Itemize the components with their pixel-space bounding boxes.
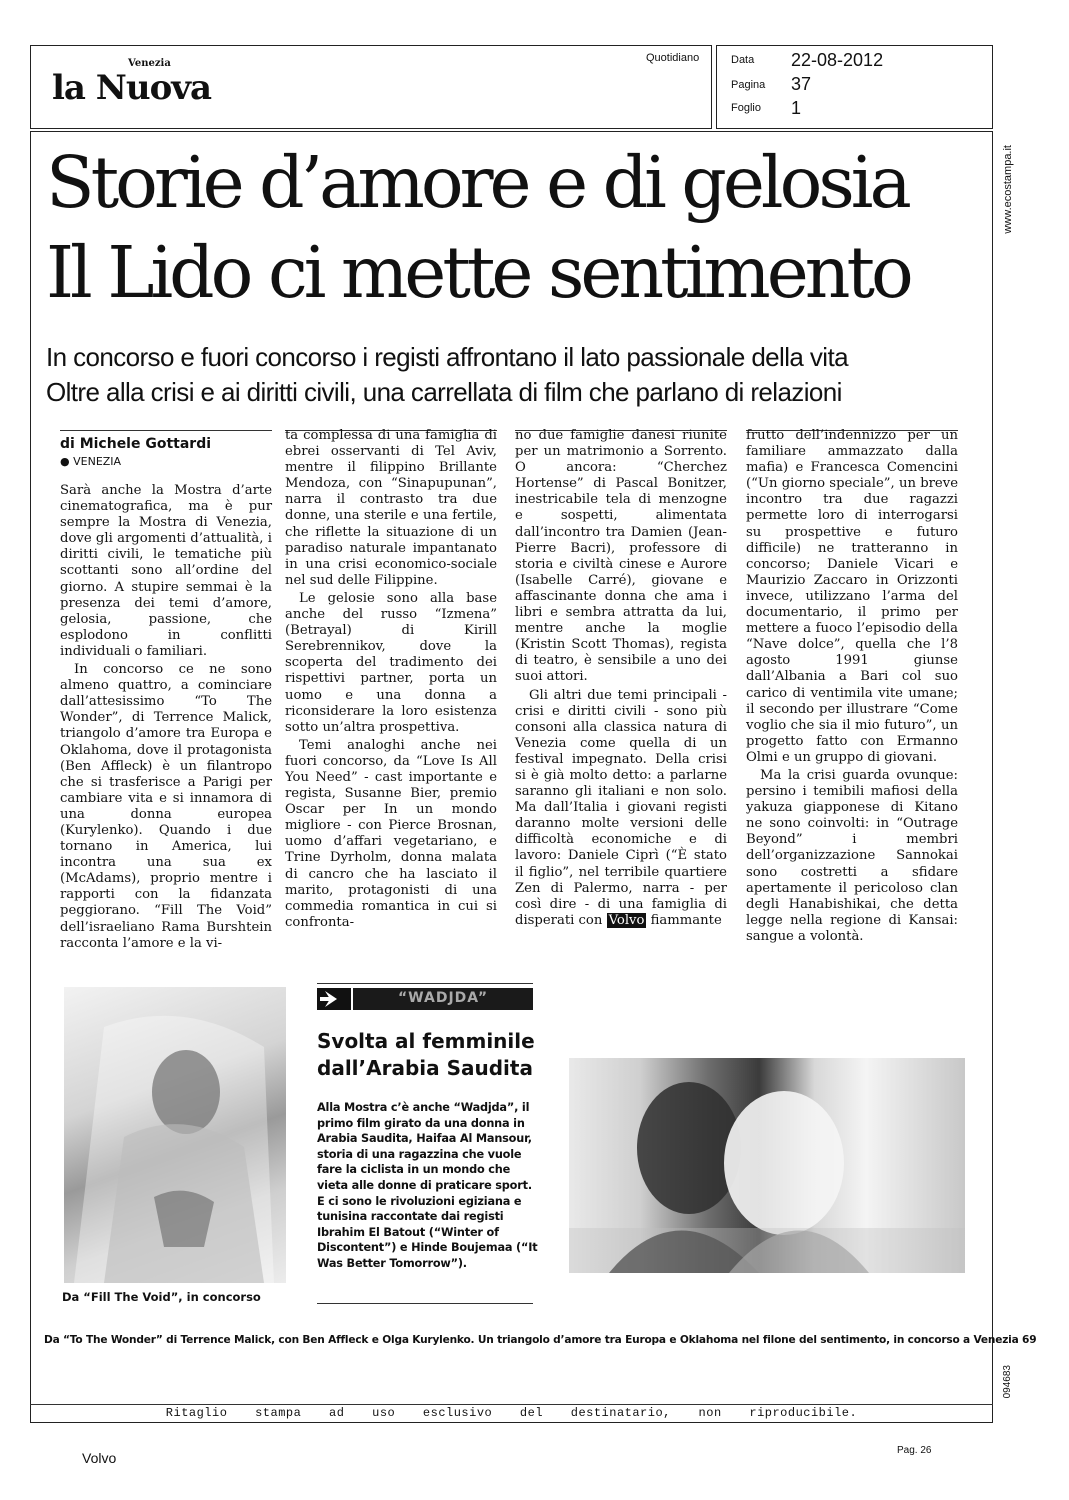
box-text: Alla Mostra c’è anche “Wadjda”, il primo film girato da una donna in Arabia Saudita, Haifaa Al Mansour, storia di una ragazzina che vuole fare la ciclista in un mondo che vieta alle donne di praticare sport. E ci sono le rivoluzioni egiziana e tunisina raccontate dai registi Ibrahim El Batout (“Winter of Discontent”) e Hinde Boujemaa (“It Was Better Tomorrow”).: [317, 1101, 538, 1270]
box-top-rule: [317, 983, 533, 984]
couple-embrace-image-icon: [569, 1058, 965, 1273]
headline-line-1: Storie d’amore e di gelosia: [46, 141, 908, 224]
paragraph: Ma la crisi guarda ovunque: persino i temibili mafiosi della yakuza giapponese di Kitano ne sono coinvolti: in “Outrage Beyond” i membri dell’organizzazione Sannokai sono costretti a sfidare apertamente il pericoloso clan degli Hanabishikai, che detta legge nella regione di Kansai: sangue a volontà.: [746, 767, 958, 944]
info-label-page: Pagina: [731, 79, 766, 91]
side-url: www.ecostampa.it: [1002, 145, 1014, 234]
headline: [46, 138, 986, 318]
bride-veil-image-icon: [64, 987, 286, 1283]
paragraph: In concorso ce ne sono almeno quattro, a cominciare dall’attesissimo “To The Wonder”, di Terrence Malick, triangolo d’amore tra Europa e Oklahoma, dove il protagonista (Ben Affleck) è un filantropo che si trasferisce a Parigi per cambiare vita e si innamora di una donna europea (Kurylenko). Quando i due tornano in America, lui incontra una sua ex (McAdams), proprio mentre i rapporti con la fidanzata peggiorano. “Fill The Void” dell’israeliano Rama Burshtein racconta l’amore e la vi-: [60, 662, 272, 951]
headline-line-2: Il Lido ci mette sentimento: [46, 231, 910, 314]
subhead-line-2: Oltre alla crisi e ai diritti civili, una carrellata di film che parlano di relazioni: [46, 377, 842, 407]
paragraph: Sarà anche la Mostra d’arte cinematografica, ma è pur sempre la Mostra di Venezia, dove gli argomenti d’attualità, i diritti civili, le tematiche più scottanti sono all’ordine del giorno. A stupire semmai è la presenza dei temi d’amore, gelosia, passione, che esplodono in conflitti individuali o familiari.: [60, 483, 272, 659]
info-value-date: 22-08-2012: [791, 50, 884, 70]
info-value-sheet: 1: [791, 98, 802, 118]
paragraph: ta complessa di una famiglia di ebrei osservanti di Tel Aviv, mentre il filippino Brillante Mendoza, con “Sinapupunan”, narra il contrasto tra due donne, una sterile e una fertile, che riflette la situazione di un paradiso naturale impantanato in una crisi economico-sociale nel sud delle Filippine.: [285, 428, 497, 588]
paragraph: Temi analoghi anche nei fuori concorso, da “Love Is All You Need” - cast importante e regista, Susanne Bier, premio Oscar per In un mondo migliore - con Pierce Brosnan, uomo d’affari vegetariano, e Trine Dyrholm, donna malata di cancro che ha lasciato il marito, protagonisti di una commedia romantica in cui si confronta-: [285, 737, 497, 930]
box-tag: “WADJDA”: [397, 990, 489, 1006]
article-column-3: [515, 428, 727, 929]
box-title: [317, 1028, 547, 1082]
box-bottom-rule: [317, 1303, 533, 1304]
info-label-date: Data: [731, 54, 755, 66]
logo-subtitle: Venezia: [128, 58, 171, 69]
newspaper-logo: la Nuova: [52, 68, 212, 108]
paragraph-text: Gli altri due temi principali - crisi e diritti civili - sono più consoni alla classica natura di Venezia come quella di un festival impegnato. Della crisi si è già molto detto: a parlarne saranno gli italiani e non solo. Ma dall’Italia i giovani registi daranno molte versioni delle difficoltà economiche e di lavoro: Daniele Ciprì (“È stato il figlio”, nel terribile quartiere Zen di Palermo, narra - per così dire - di una famiglia di disperati con: [515, 687, 727, 928]
paragraph-text-end: fiammante: [650, 912, 722, 928]
dateline-marker-icon: ●: [60, 455, 70, 468]
photo-caption-left: Da “Fill The Void”, in concorso: [62, 1290, 261, 1304]
info-label-sheet: Foglio: [731, 102, 761, 114]
info-value-page: 37: [791, 74, 812, 94]
article-column-4: [746, 428, 958, 945]
paragraph: frutto dell’indennizzo per un familiare ammazzato dalla mafia) e Francesca Comencini (“Un giorno speciale”, un breve incontro tra due ragazzi permette loro di interrogarsi su prospettive e futuro difficile) ne tratteranno in concorso; Daniele Vicari e Maurizio Zaccaro in Orizzonti invece, utilizzano l’arma del documentario, il primo per mettere a fuoco l’episodio della “Nave dolce”, quella che l’8 agosto 1991 giunse dall’Albania a Bari col suo carico di ventimila vite umane; il secondo per illustrare “Come voglio che sia il mio futuro”, un progetto fatto con Ermanno Olmi e un gruppo di giovani.: [746, 428, 958, 765]
dateline: [60, 455, 121, 468]
keyword-highlight: Volvo: [608, 912, 645, 928]
footer-rule: [30, 1404, 993, 1405]
paragraph: [515, 688, 727, 929]
to-the-wonder-photo: [569, 1058, 965, 1273]
arrow-right-icon: [317, 988, 351, 1010]
article-column-2: [285, 428, 497, 931]
footer-notice: Ritaglio stampa ad uso esclusivo del destinatario, non riproducibile.: [165, 1406, 858, 1420]
clipping-keyword: Volvo: [82, 1450, 117, 1466]
paragraph: no due famiglie danesi riunite per un matrimonio a Sorrento. O ancora: “Cherchez Hortense” di Pascal Bonitzer, inestricabile tela di menzogne e sospetti, alimentata dall’incontro tra Damien (Jean-Pierre Bacri), professore di storia e civiltà cinese e Aurore (Isabelle Carré), giovane e affascinante donna che ama i libri e sembra attratta da lui, mentre anche la moglie (Kristin Scott Thomas), regista di teatro, è sensibile a uno dei suoi attori.: [515, 428, 727, 685]
paragraph: Le gelosie sono alla base anche del russo “Izmena” (Betrayal) di Kirill Serebrennikov, dove la scoperta del tradimento dei rispettivi partner, porta un uomo e una donna a riconsiderare la loro esistenza sotto un’altra prospettiva.: [285, 590, 497, 735]
dateline-text: VENEZIA: [73, 455, 122, 468]
subhead-line-1: In concorso e fuori concorso i registi affrontano il lato passionale della vita: [46, 342, 848, 372]
article-column-1: [60, 483, 272, 952]
fill-the-void-photo: [64, 987, 286, 1283]
page-number: Pag. 26: [897, 1445, 932, 1456]
byline: di Michele Gottardi: [60, 436, 212, 452]
byline-rule: [60, 430, 272, 431]
box-title-line-2: dall’Arabia Saudita: [317, 1056, 533, 1080]
photo-caption-bottom: Da “To The Wonder” di Terrence Malick, con Ben Affleck e Olga Kurylenko. Un triangolo d’amore tra Europa e Oklahoma nel filone del sentimento, in concorso a Venezia 69: [44, 1334, 1037, 1346]
publication-type: Quotidiano: [646, 52, 700, 64]
box-title-line-1: Svolta al femminile: [317, 1029, 535, 1053]
subheadline: [46, 340, 986, 410]
side-code: 094683: [1002, 1365, 1013, 1399]
